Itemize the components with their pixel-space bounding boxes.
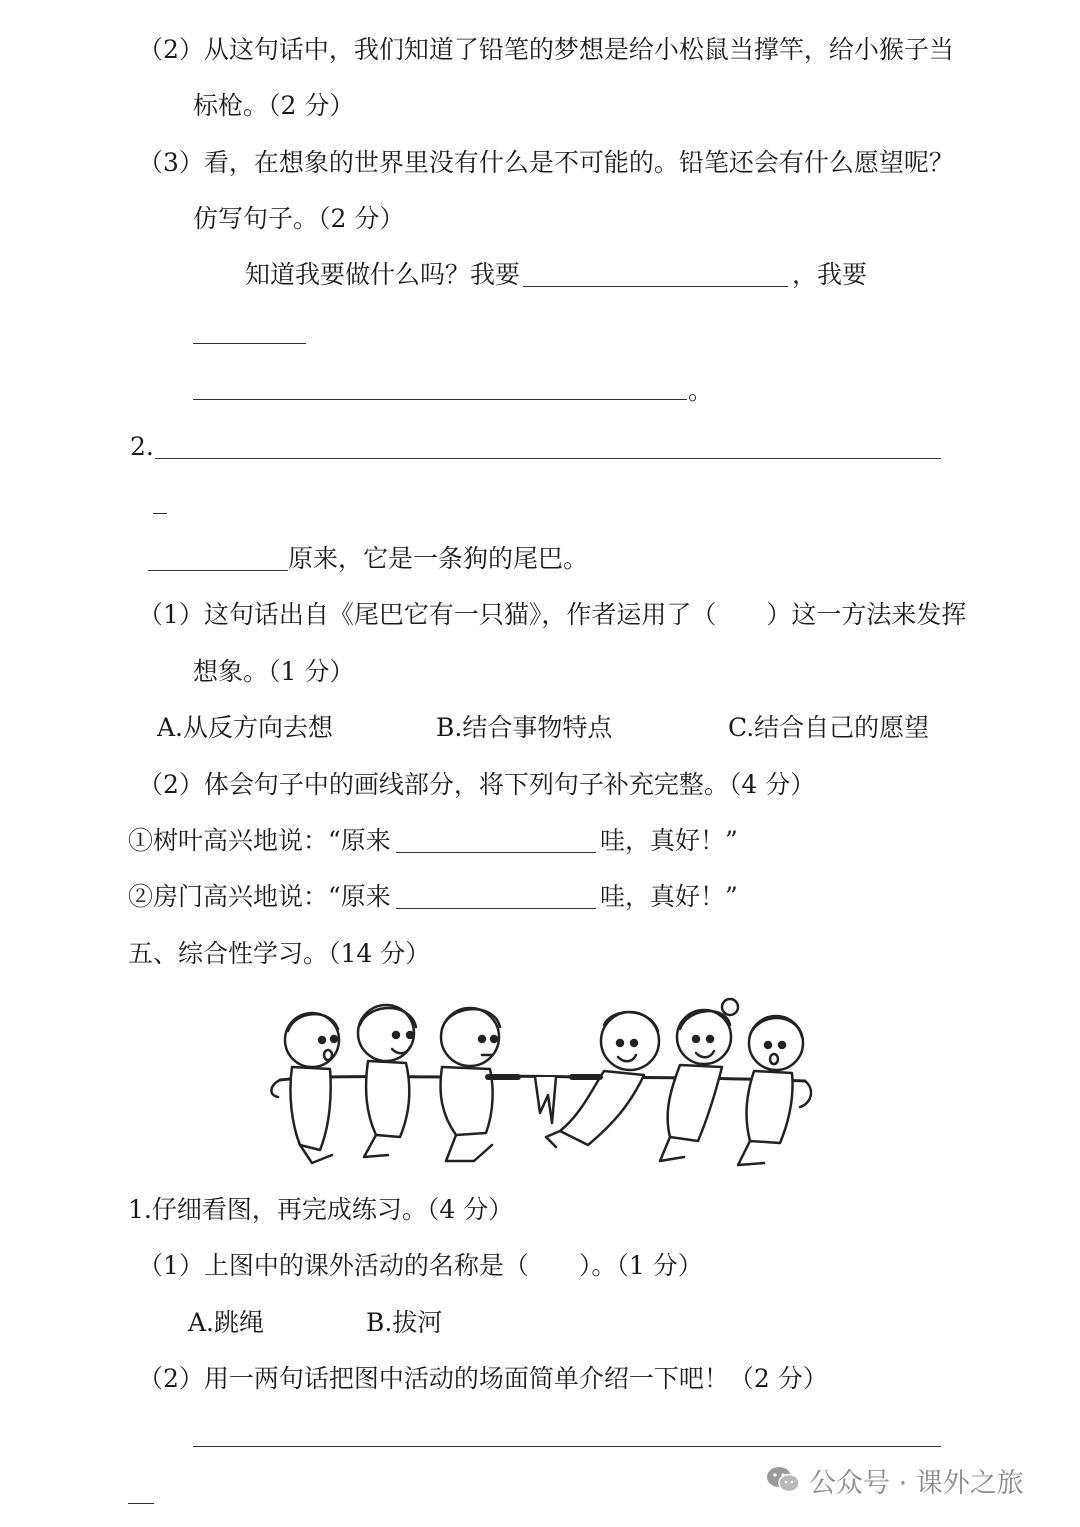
answer-blank [193, 343, 306, 344]
part-1-2: （2）用一两句话把图中活动的场面简单介绍一下吧！（2 分） [138, 1364, 828, 1393]
part-1-heading: 1.仔细看图，再完成练习。（4 分） [128, 1195, 514, 1224]
option-c: C.结合自己的愿望 [728, 713, 930, 742]
question-1-2-line2: 标枪。（2 分） [193, 91, 355, 120]
question-2-sentence: 原来，它是一条狗的尾巴。 [288, 544, 589, 573]
question-2-1-line2: 想象。（1 分） [193, 657, 355, 686]
option-b: B.结合事物特点 [436, 713, 613, 742]
answer-blank [153, 513, 167, 514]
answer-blank [155, 458, 941, 459]
answer-blank [396, 908, 596, 909]
underlined-part [148, 570, 288, 571]
answer-blank [193, 1446, 941, 1447]
section-5-heading: 五、综合性学习。（14 分） [128, 939, 431, 968]
answer-blank [193, 399, 687, 400]
answer-blank [396, 852, 596, 853]
sentence-1-start: ①树叶高兴地说：“原来 [128, 826, 391, 855]
tug-of-war-illustration [260, 985, 820, 1175]
part-1-option-b: B.拔河 [366, 1308, 443, 1337]
sentence-2-end: 哇，真好！” [600, 882, 738, 911]
watermark [765, 1460, 1024, 1500]
question-1-3-line1: （3）看，在想象的世界里没有什么是不可能的。铅笔还会有什么愿望呢？ [138, 148, 954, 177]
part-1-option-a: A.跳绳 [188, 1308, 265, 1337]
option-a: A.从反方向去想 [157, 713, 334, 742]
fill-sentence-start: 知道我要做什么吗？我要 [245, 260, 521, 289]
part-1-1: （1）上图中的课外活动的名称是（ ）。（1 分） [138, 1251, 703, 1280]
question-1-2-line1: （2）从这句话中，我们知道了铅笔的梦想是给小松鼠当撑竿，给小猴子当 [138, 35, 954, 64]
answer-blank [128, 1503, 154, 1504]
fill-sentence-end: 。 [688, 376, 714, 405]
sentence-2-start: ②房门高兴地说：“原来 [128, 882, 391, 911]
watermark-text: 公众号 · 课外之旅 [809, 1467, 1024, 1499]
question-2-2: （2）体会句子中的画线部分，将下列句子补充完整。（4 分） [138, 770, 816, 799]
answer-blank [523, 286, 788, 287]
question-2-1-line1: （1）这句话出自《尾巴它有一只猫》，作者运用了（ ）这一方法来发挥 [138, 600, 967, 629]
fill-sentence-mid: ，我要 [792, 260, 868, 289]
sentence-1-end: 哇，真好！” [600, 826, 738, 855]
question-1-3-line2: 仿写句子。（2 分） [193, 204, 405, 233]
wechat-icon [765, 1465, 801, 1495]
question-2-number: 2. [130, 432, 154, 461]
